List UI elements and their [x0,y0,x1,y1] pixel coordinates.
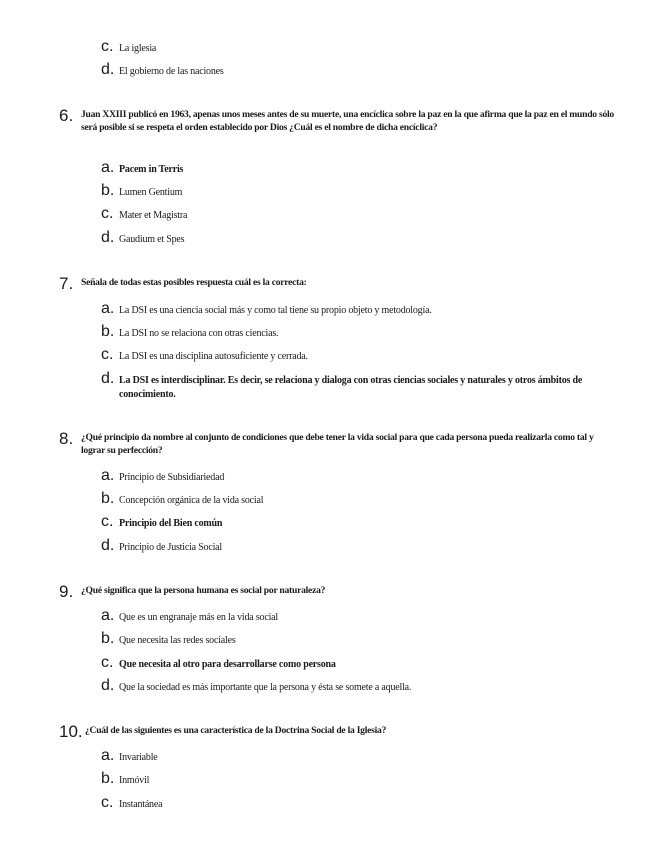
question-number: 8. [59,429,74,448]
option-text: Principio de Subsidiariedad [119,472,225,483]
option-text: Pacem in Terris [119,164,184,175]
option-text: Inmóvil [119,775,150,786]
option-letter: d. [101,537,115,554]
option-text: Mater et Magistra [119,210,188,221]
option-letter: c. [101,205,114,222]
option-letter: d. [101,677,115,694]
option-letter: c. [101,38,114,55]
question-number: 7. [59,274,74,293]
option-6a [101,160,183,177]
question-text: Señala de todas estas posibles respuesta cuál es la correcta: [81,277,307,288]
option-6d [101,230,184,247]
option-7a [101,301,432,318]
option-10b [101,771,149,788]
option-text: Que necesita al otro para desarrollarse como persona [119,659,336,670]
option-letter: d. [101,370,115,387]
option-text: La DSI es una ciencia social más y como tal tiene su propio objeto y metodología. [119,305,432,316]
option-8d [101,538,222,555]
question-number: 6. [59,106,74,125]
option-letter: b. [101,770,115,787]
option-10a [101,748,158,765]
question-7 [59,275,619,292]
option-text: Que necesita las redes sociales [119,635,236,646]
option-text: Invariable [119,752,158,763]
option-5d [101,62,224,79]
option-7c [101,347,308,364]
option-text: Instantánea [119,799,163,810]
question-text: ¿Qué principio da nombre al conjunto de condiciones que debe tener la vida social para que cada persona pueda realizarla como tal y lograr su perfección? [81,432,594,456]
option-letter: a. [101,159,115,176]
option-8b [101,491,263,508]
option-letter: a. [101,300,115,317]
question-number: 9. [59,582,74,601]
question-10 [59,723,619,740]
option-text: Gaudium et Spes [119,234,185,245]
option-text: La iglesia [119,43,157,54]
option-9c [101,655,336,672]
option-5c [101,39,156,56]
option-8c [101,514,222,531]
option-7d [101,371,616,402]
option-text: La DSI no se relaciona con otras ciencias. [119,328,279,339]
question-text: ¿Cuál de las siguientes es una característica de la Doctrina Social de la Iglesia? [85,725,387,736]
option-letter: c. [101,346,114,363]
option-letter: b. [101,182,115,199]
option-text: Concepción orgánica de la vida social [119,495,264,506]
option-letter: a. [101,607,115,624]
question-9 [59,583,619,600]
option-text: Que es un engranaje más en la vida social [119,612,278,623]
option-letter: a. [101,747,115,764]
option-8a [101,468,224,485]
option-text: La DSI es una disciplina autosuficiente y cerrada. [119,351,308,362]
option-letter: c. [101,654,114,671]
option-text: La DSI es interdisciplinar. Es decir, se relaciona y dialoga con otras ciencias sociales y naturales y otros ámbitos de conocimiento. [119,375,583,400]
option-7b [101,324,278,341]
option-letter: a. [101,467,115,484]
question-number: 10. [59,722,83,741]
question-text: ¿Qué significa que la persona humana es social por naturaleza? [81,585,326,596]
option-letter: b. [101,323,115,340]
option-text: Lumen Gentium [119,187,183,198]
option-text: Principio de Justicia Social [119,542,222,553]
option-6b [101,183,182,200]
option-text: Que la sociedad es más importante que la persona y ésta se somete a aquella. [119,682,412,693]
option-letter: c. [101,513,114,530]
question-8 [59,430,619,457]
option-letter: d. [101,229,115,246]
option-9d [101,678,411,695]
question-text: Juan XXIII publicó en 1963, apenas unos meses antes de su muerte, una encíclica sobre la paz en la que afirma que la paz en el mundo sólo será posible si se respeta el orden establecido por Dios ¿Cuál es el nombre de dicha encíclica? [81,109,614,133]
option-text: Principio del Bien común [119,518,223,529]
question-6 [59,107,619,134]
option-9a [101,608,278,625]
option-letter: b. [101,490,115,507]
option-letter: c. [101,794,114,811]
option-9b [101,631,236,648]
option-text: El gobierno de las naciones [119,66,224,77]
option-6c [101,206,187,223]
option-letter: d. [101,61,115,78]
option-10c [101,795,162,812]
option-letter: b. [101,630,115,647]
